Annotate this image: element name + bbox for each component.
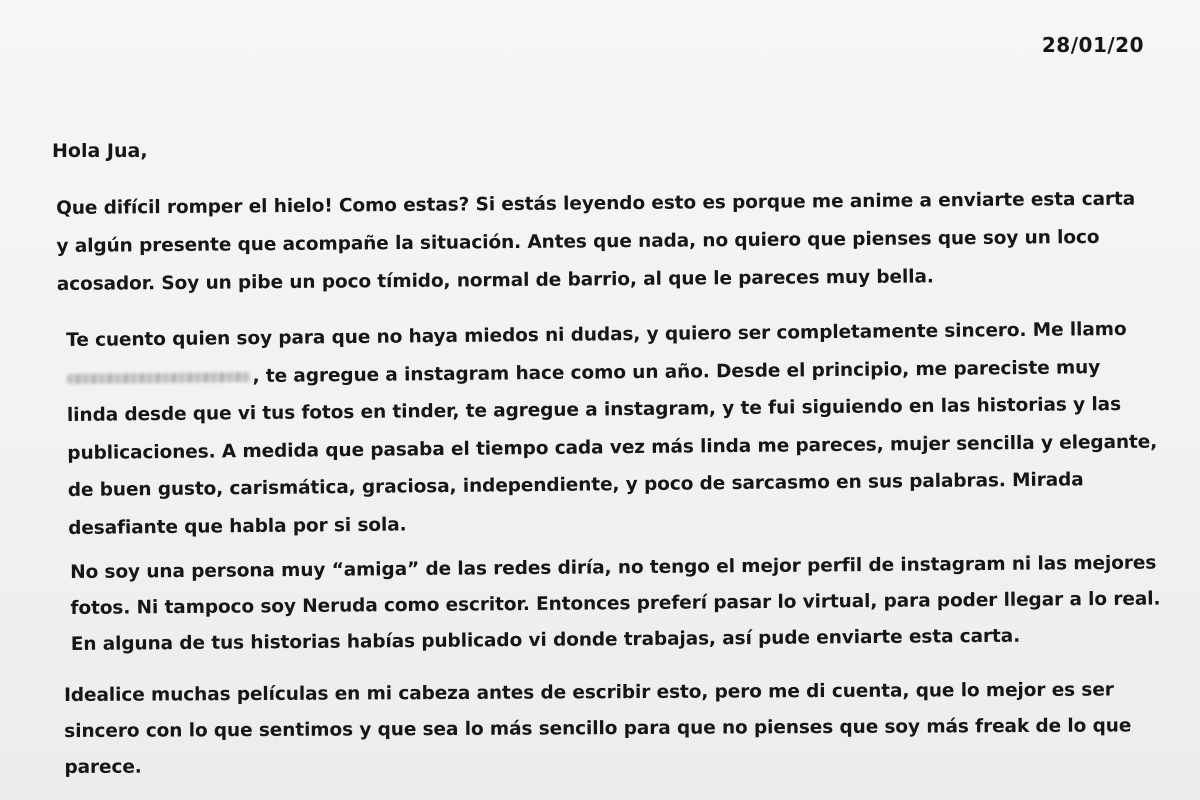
- text-line: acosador. Soy un pibe un poco tímido, normal de barrio, al que le pareces muy bella.: [56, 266, 934, 295]
- redacted-name-blur: [67, 372, 251, 384]
- text-line: Idealice muchas películas en mi cabeza antes de escribir esto, pero me di cuenta, que lo mejor es ser: [64, 679, 1114, 706]
- letter-greeting: Hola Jua,: [52, 140, 148, 162]
- text-line: No soy una persona muy “amiga” de las redes diría, no tengo el mejor perfil de instagram ni las mejores: [70, 552, 1157, 583]
- text-fragment: , te agregue a instagram hace como un año. Desde el principio, me pareciste muy: [252, 356, 1101, 387]
- paragraph-3: [70, 545, 1161, 663]
- text-line: Que difícil romper el hielo! Como estas? Si estás leyendo esto es porque me anime a enviarte esta carta: [56, 188, 1136, 219]
- text-line: desafiante que habla por si sola.: [68, 513, 407, 539]
- text-line: de buen gusto, carismática, graciosa, independiente, y poco de sarcasmo en sus palabras. Mirada: [67, 469, 1084, 501]
- text-line: En alguna de tus historias habías publicado vi donde trabajas, así pude enviarte esta carta.: [70, 625, 1021, 655]
- text-line: sincero con lo que sentimos y que sea lo más sencillo para que no pienses que soy más freak de lo que: [64, 715, 1132, 742]
- paragraph-1: [56, 181, 1136, 304]
- paragraph-2: [66, 311, 1158, 547]
- text-line: parece.: [64, 756, 142, 778]
- text-line: publicaciones. A medida que pasaba el tiempo cada vez más linda me pareces, mujer sencilla y elegante,: [67, 431, 1158, 464]
- text-line: Te cuento quien soy para que no haya miedos ni dudas, y quiero ser completamente sincero. Me llamo: [66, 318, 1127, 351]
- letter-date: 28/01/20: [1041, 33, 1144, 57]
- paragraph-4: [64, 672, 1132, 786]
- text-line: y algún presente que acompañe la situación. Antes que nada, no quiero que pienses que soy un loco: [56, 226, 1100, 257]
- text-line: fotos. Ni tampoco soy Neruda como escritor. Entonces preferí pasar lo virtual, para poder llegar a lo real.: [70, 588, 1161, 619]
- text-line: linda desde que vi tus fotos en tinder, te agregue a instagram, y te fui siguiendo en las historias y las: [66, 393, 1122, 426]
